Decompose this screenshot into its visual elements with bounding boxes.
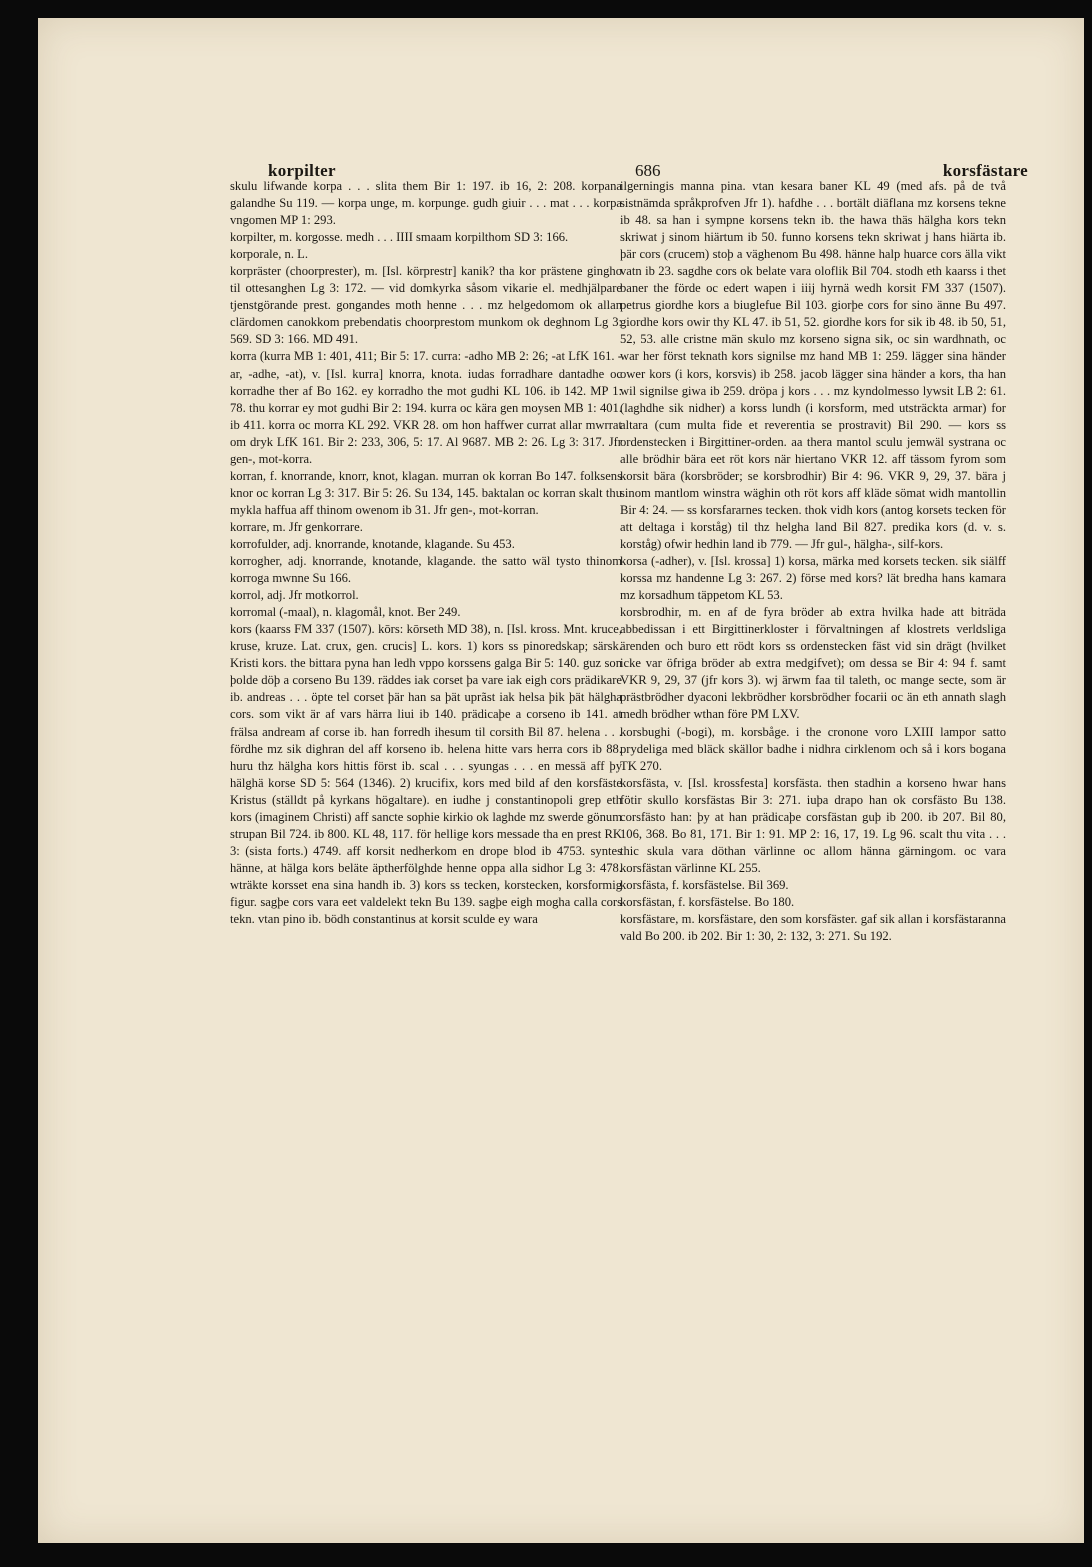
entry-paragraph: ilgerningis manna pina. vtan kesara baner KL 49 (med afs. på de två sistnämda språkprofven Jfr 1). hafdhe . . . bortält diäflana mz korsens tekne ib 48. sa han i sympne korsens tekn ib. the hawa thäs hälgha kors tekn skriwat j sinom hiärtum ib 50. funno korsens tekn skriwat j hans hiärta ib. þär cors (crucem) stoþ a väghenom Bu 498. hänne halp huarce cors älla vikt vatn ib 23. sagdhe cors ok belate vara oloflik Bil 704. stodh eth kaarss i thet baner the förde oc edert wapen i iiij hyrnä wedh korsit FM 337 (1507). petrus giordhe kors a biuglefue Bil 103. giorþe cors for sino änne Bu 497. giordhe kors owir thy KL 47. ib 51, 52. giordhe kors for sik ib 48. ib 50, 51, 52, 53. alle cristne män skulo mz korseno signa sik, oc sin wardhnath, oc war her först teknath kors signilse mz hand MB 1: 259. lägger sina händer ower kors (i kors, korsvis) ib 258. jacob lägger sina händer a kors, tha han wil signilse giwa ib 259. dröpa j kors . . . mz kyndolmesso lywsit LB 2: 61. (laghdhe sik nidher) a korss lundh (i korsform, med utsträckta armar) for altara (cum multa fide et reverentia se prostravit) Bil 290. — kors ss ordenstecken i Birgittiner-orden. aa thera mantol sculu jemwäl systrana oc alle brödhir bära eet röt kors när hiertano VKR 12. aff tässom fyrom som korsit bära (korsbröder; se korsbrodhir) Bir 4: 96. VKR 9, 29, 37. bära j sinom mantlom winstra wäghin oth röt kors aff kläde sömat widh mantollin Bir 4: 24. — ss korsfararnes tecken. thok vidh kors (antog korsets tecken för att deltaga i korståg) til thz helgha land Bil 827. predika kors (d. v. s. korståg) ofwir hedhin land ib 779. — Jfr gul-, hälgha-, silf-kors. — [620, 179, 1006, 551]
entry-paragraph: korpräster (choorprester), m. [Isl. körprestr] kanik? tha kor prästene gingho til ottesanghen Lg 3: 172. — vid domkyrka såsom vikarie el. medhjälpare tjenstgörande prest. gongandes moth henne . . . mz helgedomom ok allan clärdomen canokkom prebendatis choorprestom munkom ok deghnom Lg 3: 569. SD 3: 166. MD 491. — [230, 264, 622, 347]
left-column — [230, 178, 622, 928]
entry-paragraph: korran, f. knorrande, knorr, knot, klagan. murran ok korran Bo 147. folksens knor oc korran Lg 3: 317. Bir 5: 26. Su 134, 145. baktalan oc korran skalt thu mykla haffua aff thinom owenom ib 31. Jfr gen-, mot-korran. — [230, 468, 622, 517]
page-number: 686 — [635, 161, 661, 180]
entry-paragraph: korsbrodhir, m. en af de fyra bröder ab extra hvilka hade att biträda abbedissan i ett Birgittinerkloster i förvaltningen af klostrets verldsliga ärenden och buro ett rödt kors ss ordenstecken fäst vid sin drägt (hvilket icke var öfriga bröder ab extra medgifvet); om dessa se Bir 4: 94 f. samt VKR 9, 29, 37 (jfr kors 3). wj ärwm faa til taleth, oc mange secte, som är prästbrödher dyaconi lekbrödher korsbrödher focarii oc än eth annath slagh medh brödher wthan före PM LXV. — [620, 605, 1006, 722]
entry-paragraph: korsfästan, f. korsfästelse. Bo 180. — [620, 894, 795, 909]
entry-paragraph: skulu lifwande korpa . . . slita them Bir 1: 197. ib 16, 2: 208. korpana galandhe Su 119. — korpa unge, m. korpunge. gudh giuir . . . mat . . . korpa vngomen MP 1: 293. — [230, 179, 622, 228]
entry-paragraph: korsfästa, f. korsfästelse. Bil 369. — [620, 877, 789, 892]
entry-paragraph: korsfästa, v. [Isl. krossfesta] korsfästa. then stadhin a korseno hwar hans fötir skullo korsfästas Bir 3: 271. iuþa drapo han ok corsfästo Bu 138. corsfästo han: þy at han prädicaþe corsfästan guþ ib 200. ib 207. Bil 80, 106, 368. Bo 81, 171. Bir 1: 91. MP 2: 16, 17, 19. Lg 96. scalt thu vita . . . thic skula vara döthan värlinne oc allom hänna gärningom. oc vara korsfästan värlinne KL 255. — [620, 775, 1006, 875]
entry-paragraph: korporale, n. L. — [230, 247, 308, 262]
entry-paragraph: korromal (-maal), n. klagomål, knot. Ber 249. — [230, 605, 461, 620]
entry-paragraph: korrogher, adj. knorrande, knotande, klagande. the satto wäl tysto thinom korroga mwnne Su 166. — [230, 554, 622, 586]
entry-paragraph: korsbughi (-bogi), m. korsbåge. i the cronone voro LXIII lampor satto prydeliga med bläck skällor badhe i nidhra cirklenom och så i kors bogana TK 270. — [620, 724, 1006, 773]
header-right-headword: korsfästare — [942, 161, 1028, 180]
entry-paragraph: korrofulder, adj. knorrande, knotande, klagande. Su 453. — [230, 536, 515, 551]
entry-paragraph: korra (kurra MB 1: 401, 411; Bir 5: 17. curra: -adho MB 2: 26; -at LfK 161. -ar, -adhe, -at), v. [Isl. kurra] knorra, knota. iudas forradhare dantadhe oc korradhe ther af Bo 162. ey korradho the mot gudhi KL 106. ib 142. MP 1: 78. thu korrar ey mot gudhi Bir 2: 194. kurra oc kära gen moysen MB 1: 401. ib 411. korra oc morra KL 292. VKR 28. om hon haffwer currat allar mwrrat om dryk LfK 161. Bir 2: 233, 306, 5: 17. Al 9687. MB 2: 26. Lg 3: 317. Jfr gen-, mot-korra. — [230, 349, 622, 466]
entry-paragraph: korpilter, m. korgosse. medh . . . IIII smaam korpilthom SD 3: 166. — [230, 230, 569, 245]
right-column — [620, 178, 1006, 945]
header-left-headword: korpilter — [268, 161, 336, 180]
entry-paragraph: korsfästare, m. korsfästare, den som korsfäster. gaf sik allan i korsfästaranna vald Bo 200. ib 202. Bir 1: 30, 2: 132, 3: 271. Su 192. — [620, 912, 1006, 944]
entry-paragraph: kors (kaarss FM 337 (1507). kōrs: kōrseth MD 38), n. [Isl. kross. Mnt. kruce, kruse, kruze. Lat. crux, gen. crucis] L. kors. 1) kors ss pinoredskap; särsk. Kristi kors. the bittara pyna han ledh vppo korssens galga Bir 5: 140. guz son þolde döþ a corseno Bu 139. räddes iak corset þa vare iak eigh cors prädikare ib. andreas . . . öpte tel corset þär han sa þät uprãst iak helsa þik þät hälgha cors. som vikt är af vars härra liui ib 140. prädicaþe a corseno ib 141. at frälsa andream af corse ib. han forredh ihesum til corsith Bil 87. helena . . . fördhe mz sik dighran del aff korseno ib. helena hitte vars herra cors ib 88. huru thz hälgha kors hittis först ib. scal . . . syungas . . . en messä aff þy hälghä korse SD 5: 564 (1346). 2) krucifix, kors med bild af den korsfäste Kristus (ställdt på kyrkans högaltare). en iudhe j constantinopoli grep eth kors (imaginem Christi) aff sancte sophie kirkio ok laghde mz swerde gönum strupan Bil 724. ib 800. KL 48, 117. för hellige kors messade tha en prest RK 3: (sista forts.) 4749. aff korsit nedherkom en drope blod ib 4753. syntes hänne, at hälga kors beläte äptherfölghde henne oppa alla sidhor Lg 3: 478. wträkte korsset ena sina handh ib. 3) kors ss tecken, korstecken, korsformig figur. sagþe cors vara eet valdelekt tekn Bu 139. sagþe eigh mogha calla cors tekn. vtan pino ib. bödh constantinus at korsit sculde ey wara — [230, 622, 622, 927]
entry-paragraph: korsa (-adher), v. [Isl. krossa] 1) korsa, märka med korsets tecken. sik siälff korssa mz handenne Lg 3: 267. 2) förse med kors? lät bredha hans kamara mz korsadhum täppetom KL 53. — [620, 554, 1006, 603]
entry-paragraph: korrol, adj. Jfr motkorrol. — [230, 588, 359, 603]
entry-paragraph: korrare, m. Jfr genkorrare. — [230, 519, 363, 534]
